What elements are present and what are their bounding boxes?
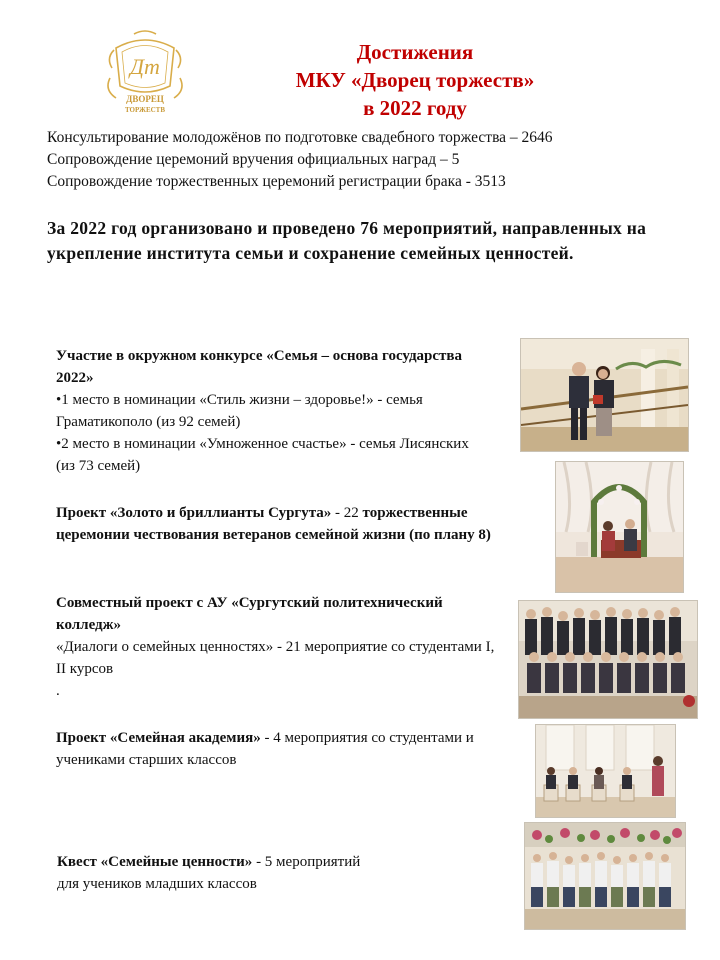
academy-heading: Проект «Семейная академия» <box>56 730 261 746</box>
stat-awards: Сопровождение церемоний вручения официальных наград – 5 <box>47 151 460 168</box>
gold-description: торжественные церемонии чествования ветеранов семейной жизни (по плану 8) <box>56 505 491 543</box>
college-text: «Диалоги о семейных ценностях» - 21 мероприятие со студентами I, II курсов <box>56 639 495 677</box>
logo-line2: ТОРЖЕСТВ <box>124 106 166 114</box>
logo-letters: Дт <box>130 54 160 79</box>
block-quest <box>57 851 477 895</box>
photo-couple-stairs <box>520 338 689 452</box>
block-academy <box>56 727 476 771</box>
block-college <box>56 592 501 702</box>
title-line-1: Достижения <box>356 40 474 64</box>
gold-heading: Проект «Золото и бриллианты Сургута» <box>56 505 332 521</box>
contest-item-2: •2 место в номинации «Умноженное счастье» - семья Лисянских (из 73 семей) <box>56 436 469 474</box>
photo-academy-session <box>535 724 676 818</box>
logo <box>104 28 186 118</box>
photo-couple-arch <box>555 461 684 593</box>
page-title <box>250 38 580 122</box>
gold-count: - 22 <box>331 505 359 521</box>
academy-text: - 4 мероприятия со студентами и учениками старших классов <box>56 730 474 768</box>
title-line-3: в 2022 году <box>363 96 467 120</box>
college-heading: Совместный проект с АУ «Сургутский политехнический колледж» <box>56 595 443 633</box>
photo-students-group <box>518 600 698 719</box>
quest-text: - 5 мероприятий <box>252 854 361 870</box>
photo-quest-kids <box>524 822 686 930</box>
stat-consulting: Консультирование молодожёнов по подготовке свадебного торжества – 2646 <box>47 129 553 146</box>
college-dot: . <box>56 683 60 699</box>
stats-list <box>47 127 553 193</box>
quest-heading: Квест «Семейные ценности» <box>57 854 253 870</box>
summary-text: За 2022 год организовано и проведено 76 мероприятий, направленных на укрепление института семьи и сохранение семейных ценностей. <box>47 218 647 263</box>
contest-heading: Участие в окружном конкурсе «Семья – основа государства 2022» <box>56 348 463 386</box>
quest-text-2: для учеников младших классов <box>57 876 257 892</box>
stat-registrations: Сопровождение торжественных церемоний регистрации брака - 3513 <box>47 173 506 190</box>
logo-line1: ДВОРЕЦ <box>126 94 164 104</box>
title-line-2: МКУ «Дворец торжеств» <box>295 68 535 92</box>
block-gold <box>56 502 496 546</box>
contest-item-1: •1 место в номинации «Стиль жизни – здоровье!» - семья Граматикополо (из 92 семей) <box>56 392 423 430</box>
block-contest <box>56 345 476 477</box>
